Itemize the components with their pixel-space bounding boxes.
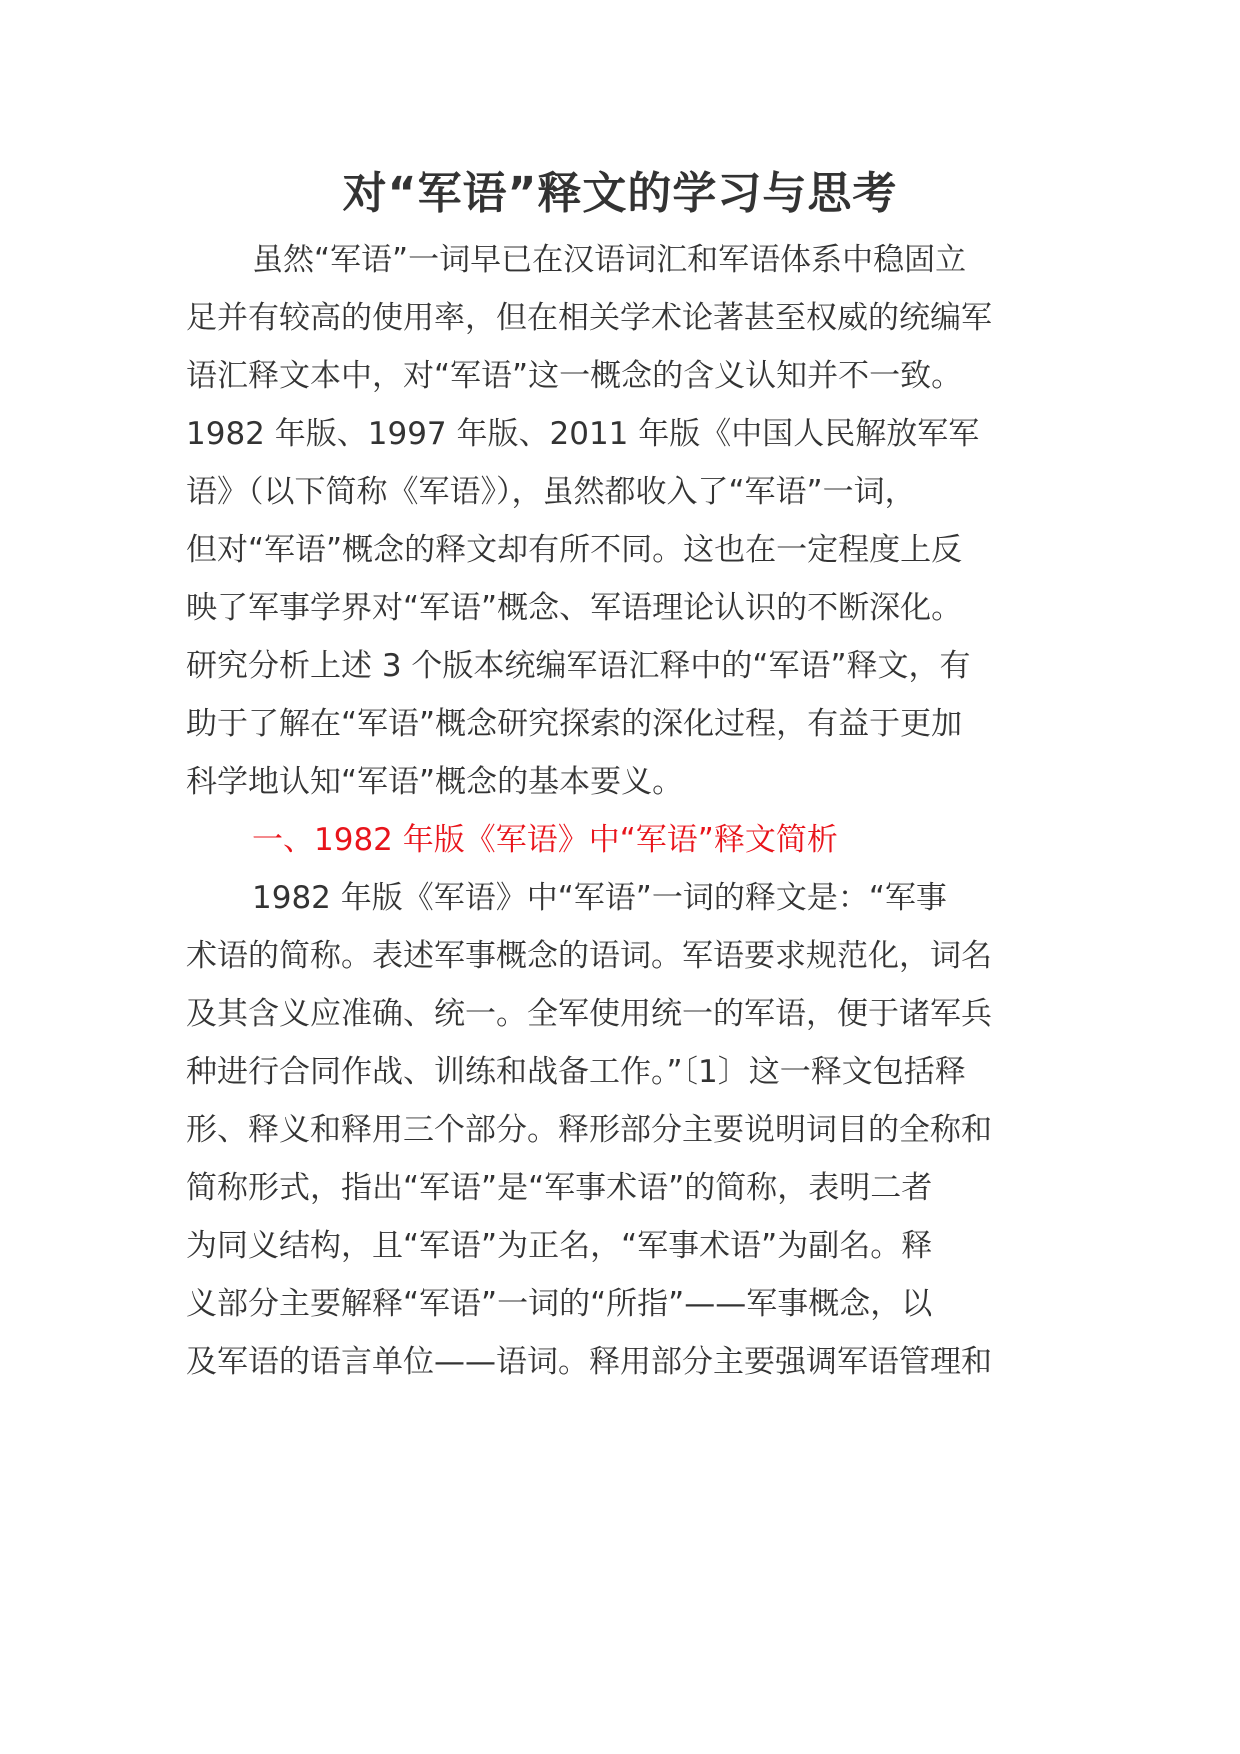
paragraph-line: 语汇释文本中，对“军语”这一概念的含义认知并不一致。 <box>186 358 963 394</box>
paragraph-line: 科学地认知“军语”概念的基本要义。 <box>186 764 684 800</box>
paragraph-line: 种进行合同作战、训练和战备工作。”〔1〕这一释文包括释 <box>186 1054 966 1090</box>
section-heading: 一、1982 年版《军语》中“军语”释文简析 <box>252 822 838 858</box>
paragraph-line: 1982 年版、1997 年版、2011 年版《中国人民解放军军 <box>186 416 980 452</box>
paragraph-line: 虽然“军语”一词早已在汉语词汇和军语体系中稳固立 <box>252 242 967 278</box>
paragraph-line: 术语的简称。表述军事概念的语词。军语要求规范化，词名 <box>186 938 992 974</box>
paragraph-line: 义部分主要解释“军语”一词的“所指”——军事概念，以 <box>186 1286 933 1322</box>
paragraph-line: 助于了解在“军语”概念研究探索的深化过程，有益于更加 <box>186 706 963 742</box>
paragraph-line: 研究分析上述 3 个版本统编军语汇释中的“军语”释文，有 <box>186 648 971 684</box>
paragraph-line: 但对“军语”概念的释文却有所不同。这也在一定程度上反 <box>186 532 963 568</box>
document-title: 对“军语”释文的学习与思考 <box>342 168 898 219</box>
paragraph-line: 足并有较高的使用率，但在相关学术论著甚至权威的统编军 <box>186 300 992 336</box>
paragraph-line: 语》（以下简称《军语》），虽然都收入了“军语”一词， <box>186 474 916 510</box>
paragraph-line: 及其含义应准确、统一。全军使用统一的军语，便于诸军兵 <box>186 996 992 1032</box>
paragraph-line: 1982 年版《军语》中“军语”一词的释文是：“军事 <box>252 880 947 916</box>
paragraph-line: 简称形式，指出“军语”是“军事术语”的简称，表明二者 <box>186 1170 933 1206</box>
paragraph-line: 映了军事学界对“军语”概念、军语理论认识的不断深化。 <box>186 590 963 626</box>
paragraph-line: 为同义结构，且“军语”为正名，“军事术语”为副名。释 <box>186 1228 933 1264</box>
paragraph-line: 及军语的语言单位——语词。释用部分主要强调军语管理和 <box>186 1344 992 1380</box>
paragraph-line: 形、释义和释用三个部分。释形部分主要说明词目的全称和 <box>186 1112 992 1148</box>
